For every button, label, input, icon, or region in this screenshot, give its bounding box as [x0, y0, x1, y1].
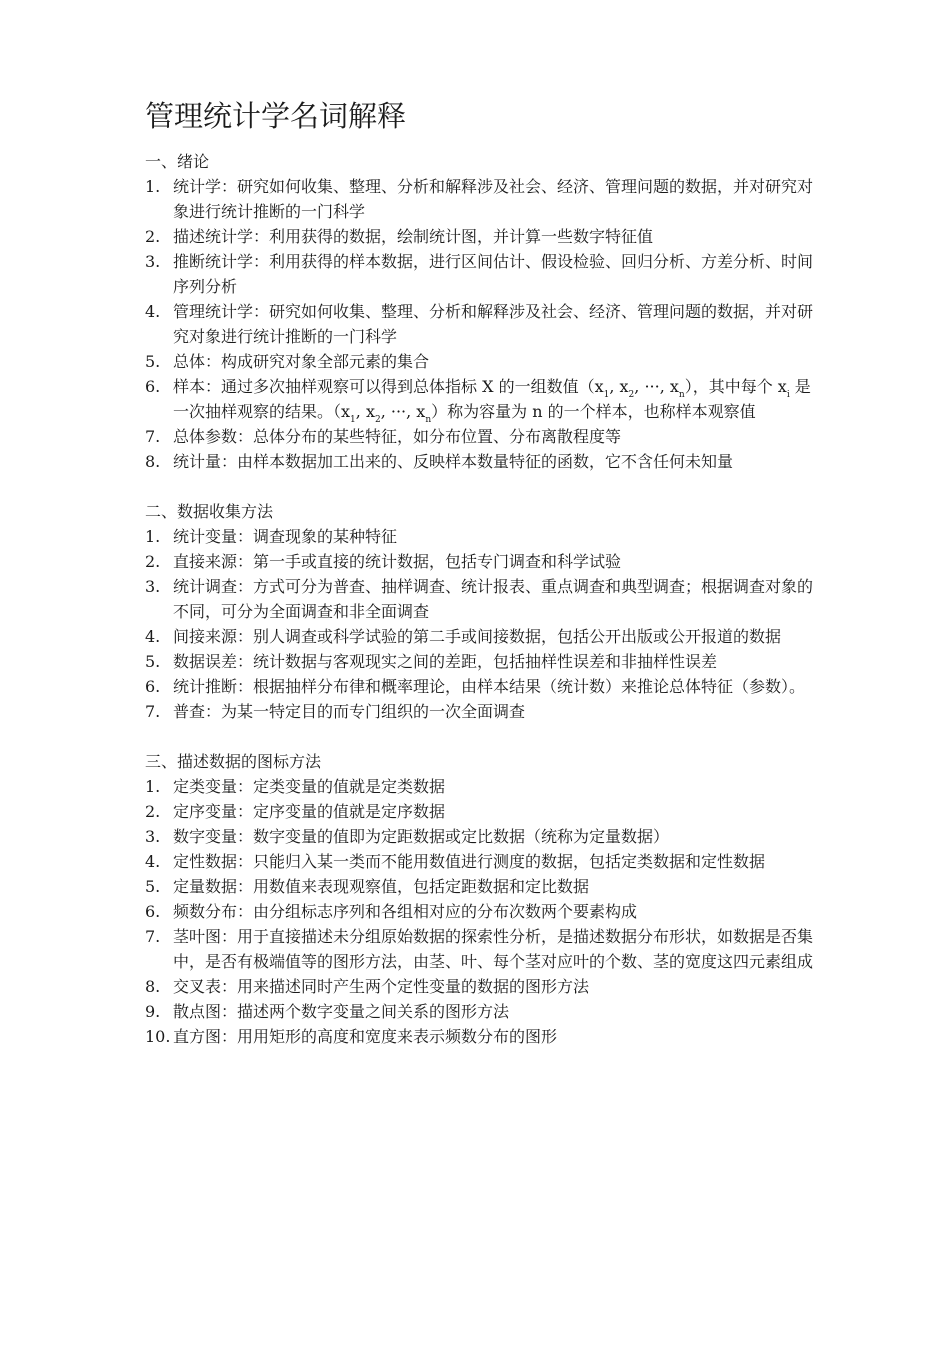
list-item: [145, 349, 815, 374]
item-text: 散点图：描述两个数字变量之间关系的图形方法: [173, 1002, 510, 1021]
item-text: 统计调查：方式可分为普查、抽样调查、统计报表、重点调查和典型调查；根据调查对象的不同，可分为全面调查和非全面调查: [173, 577, 814, 621]
item-text: 描述统计学：利用获得的数据，绘制统计图，并计算一些数字特征值: [173, 227, 654, 246]
item-number: 5.: [145, 877, 161, 896]
item-number: 8.: [145, 452, 161, 471]
list-item: [145, 424, 815, 449]
section-spacer: [145, 724, 815, 749]
item-text: 直方图：用用矩形的高度和宽度来表示频数分布的图形: [173, 1027, 558, 1046]
section-heading: 二、数据收集方法: [145, 502, 274, 521]
text-run: , x: [355, 402, 375, 421]
item-text: 推断统计学：利用获得的样本数据，进行区间估计、假设检验、回归分析、方差分析、时间序列分析: [173, 252, 814, 296]
item-number: 4.: [145, 302, 161, 321]
document-body: [145, 149, 815, 1049]
text-run: , ···, x: [380, 402, 426, 421]
subscript: n: [425, 415, 432, 425]
item-number: 2.: [145, 802, 161, 821]
list-item: [145, 174, 815, 224]
item-number: 4.: [145, 852, 161, 871]
item-number: 8.: [145, 977, 161, 996]
list-item: [145, 649, 815, 674]
item-text: 定类变量：定类变量的值就是定类数据: [173, 777, 446, 796]
item-number: 7.: [145, 427, 161, 446]
section-heading: 三、描述数据的图标方法: [145, 752, 322, 771]
item-text: 总体：构成研究对象全部元素的集合: [173, 352, 430, 371]
item-number: 2.: [145, 227, 161, 246]
item-number: 1.: [145, 177, 161, 196]
item-text: 频数分布：由分组标志序列和各组相对应的分布次数两个要素构成: [173, 902, 638, 921]
item-text: 数据误差：统计数据与客观现实之间的差距，包括抽样性误差和非抽样性误差: [173, 652, 718, 671]
list-item: [145, 974, 815, 999]
list-item: [145, 699, 815, 724]
subscript: 2: [628, 390, 635, 400]
item-text: 直接来源：第一手或直接的统计数据，包括专门调查和科学试验: [173, 552, 622, 571]
item-text: 管理统计学：研究如何收集、整理、分析和解释涉及社会、经济、管理问题的数据，并对研究对象进行统计推断的一门科学: [173, 302, 814, 346]
item-text: 普查：为某一特定目的而专门组织的一次全面调查: [173, 702, 526, 721]
list-item: [145, 524, 815, 549]
item-text: 茎叶图：用于直接描述未分组原始数据的探索性分析，是描述数据分布形状，如数据是否集中，是否有极端值等的图形方法，由茎、叶、每个茎对应叶的个数、茎的宽度这四元素组成: [173, 927, 814, 971]
item-text: 统计量：由样本数据加工出来的、反映样本数量特征的函数，它不含任何未知量: [173, 452, 734, 471]
section-heading: 一、绪论: [145, 152, 210, 171]
list-item: [145, 999, 815, 1024]
text-run: 是一次抽样观察的结果。（x: [173, 377, 811, 421]
item-number: 9.: [145, 1002, 161, 1021]
item-number: 10.: [145, 1027, 171, 1046]
list-item: [145, 674, 815, 699]
list-item: [145, 799, 815, 824]
list-item: [145, 1024, 815, 1049]
item-number: 6.: [145, 377, 161, 396]
item-number: 7.: [145, 927, 161, 946]
item-number: 1.: [145, 527, 161, 546]
item-text: 统计推断：根据抽样分布律和概率理论，由样本结果（统计数）来推论总体特征（参数）。: [173, 677, 806, 696]
item-text: 交叉表：用来描述同时产生两个定性变量的数据的图形方法: [173, 977, 590, 996]
item-text: 定序变量：定序变量的值就是定序数据: [173, 802, 446, 821]
subscript: 1: [350, 415, 356, 425]
item-text: 统计变量：调查现象的某种特征: [173, 527, 398, 546]
item-number: 5.: [145, 352, 161, 371]
subscript: n: [678, 390, 685, 400]
item-text: 统计学：研究如何收集、整理、分析和解释涉及社会、经济、管理问题的数据，并对研究对象进行统计推断的一门科学: [173, 177, 814, 221]
item-number: 6.: [145, 677, 161, 696]
subscript: i: [786, 390, 790, 400]
subscript: 2: [374, 415, 381, 425]
item-text: 定量数据：用数值来表现观察值，包括定距数据和定比数据: [173, 877, 590, 896]
list-item: [145, 849, 815, 874]
item-text: 数字变量：数字变量的值即为定距数据或定比数据（统称为定量数据）: [173, 827, 670, 846]
text-run: , ···, x: [634, 377, 679, 396]
item-number: 3.: [145, 577, 161, 596]
list-item: [145, 924, 815, 974]
item-number: 7.: [145, 702, 161, 721]
list-item: [145, 224, 815, 249]
page-title: 管理统计学名词解释: [145, 99, 407, 133]
item-number: 3.: [145, 827, 161, 846]
section-spacer: [145, 474, 815, 499]
list-item: [145, 249, 815, 299]
list-item: [145, 774, 815, 799]
item-text-sample: [173, 374, 815, 424]
item-number: 4.: [145, 627, 161, 646]
item-text: 间接来源：别人调查或科学试验的第二手或间接数据，包括公开出版或公开报道的数据: [173, 627, 782, 646]
list-item: [145, 824, 815, 849]
list-item: [145, 874, 815, 899]
item-number: 5.: [145, 652, 161, 671]
list-item: [145, 449, 815, 474]
list-item: [145, 299, 815, 349]
text-run: ）称为容量为 n 的一个样本，也称样本观察值: [431, 402, 756, 421]
item-number: 1.: [145, 777, 161, 796]
text-run: , x: [609, 377, 629, 396]
list-item: [145, 374, 815, 424]
list-item: [145, 899, 815, 924]
item-text: 总体参数：总体分布的某些特征，如分布位置、分布离散程度等: [173, 427, 622, 446]
item-text: 定性数据：只能归入某一类而不能用数值进行测度的数据，包括定类数据和定性数据: [173, 852, 766, 871]
item-number: 6.: [145, 902, 161, 921]
list-item: [145, 549, 815, 574]
text-run: ），其中每个 x: [684, 377, 787, 396]
list-item: [145, 624, 815, 649]
item-number: 3.: [145, 252, 161, 271]
subscript: 1: [603, 390, 610, 400]
item-number: 2.: [145, 552, 161, 571]
list-item: [145, 574, 815, 624]
text-run: 样本：通过多次抽样观察可以得到总体指标 X 的一组数值（x: [173, 377, 604, 396]
